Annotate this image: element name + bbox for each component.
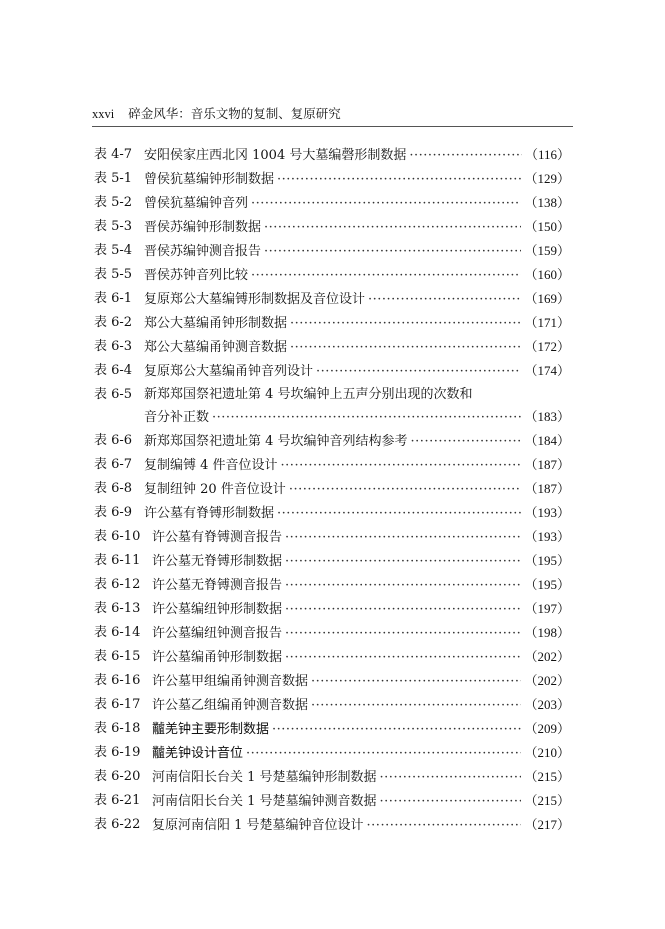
- title-line: [144, 241, 570, 262]
- dot-leader: [264, 218, 521, 238]
- table-title: 复制纽钟 20 件音位设计: [144, 482, 286, 497]
- dot-leader: [285, 624, 521, 644]
- table-title: 许公墓乙组编甬钟测音数据: [152, 698, 309, 713]
- page-reference: （150）: [524, 219, 570, 234]
- toc-entry[interactable]: [94, 385, 570, 431]
- table-title: 复原河南信阳 1 号楚墓编钟音位设计: [152, 818, 364, 833]
- toc-entry[interactable]: [94, 145, 570, 169]
- title-line: [144, 217, 570, 238]
- toc-entry[interactable]: [94, 361, 570, 385]
- toc-entry[interactable]: [94, 289, 570, 313]
- table-number: 表 6-20: [94, 769, 141, 784]
- table-number: 表 5-5: [94, 267, 133, 282]
- table-number: 表 6-21: [94, 793, 141, 808]
- table-title: 曾侯犺墓编钟音列: [144, 196, 249, 211]
- table-title: 复原郑公大墓编甬钟音列设计: [144, 364, 314, 379]
- dot-leader: [290, 314, 521, 334]
- toc-entry[interactable]: [94, 623, 570, 647]
- table-title: 河南信阳长台关 1 号楚墓编钟测音数据: [152, 794, 377, 809]
- table-list: [94, 145, 570, 839]
- table-number: 表 6-9: [94, 505, 133, 520]
- table-number: 表 5-1: [94, 171, 133, 186]
- dot-leader: [311, 696, 521, 716]
- table-number: 表 4-7: [94, 147, 133, 162]
- page-reference: （183）: [524, 409, 570, 424]
- dot-leader: [411, 432, 522, 452]
- title-line: [152, 767, 570, 788]
- dot-leader: [246, 744, 521, 764]
- table-number: 表 6-14: [94, 625, 141, 640]
- title-line: [144, 503, 570, 524]
- toc-entry[interactable]: [94, 455, 570, 479]
- page-reference: （195）: [524, 577, 570, 592]
- table-title: 𪓐羌钟设计音位: [152, 746, 244, 761]
- table-title: 许公墓甲组编甬钟测音数据: [152, 674, 309, 689]
- page-reference: （210）: [524, 745, 570, 760]
- table-number: 表 6-13: [94, 601, 141, 616]
- title-line: [144, 265, 570, 286]
- toc-entry[interactable]: [94, 743, 570, 767]
- title-line: [144, 313, 570, 334]
- toc-entry[interactable]: [94, 527, 570, 551]
- table-number: 表 6-2: [94, 315, 133, 330]
- title-line: [152, 647, 570, 668]
- table-number: 表 6-11: [94, 553, 141, 568]
- running-header: [92, 106, 573, 122]
- table-title: 许公墓无脊镈形制数据: [152, 554, 283, 569]
- title-line: [152, 527, 570, 548]
- toc-entry[interactable]: [94, 313, 570, 337]
- dot-leader: [212, 408, 521, 428]
- dot-leader: [409, 146, 522, 166]
- toc-entry[interactable]: [94, 791, 570, 815]
- dot-leader: [272, 720, 521, 740]
- dot-leader: [380, 768, 522, 788]
- table-title: 郑公大墓编甬钟形制数据: [144, 316, 288, 331]
- title-line: [152, 791, 570, 812]
- table-title: 许公墓编甬钟形制数据: [152, 650, 283, 665]
- page-reference: （169）: [524, 291, 570, 306]
- toc-entry[interactable]: [94, 599, 570, 623]
- table-number: 表 5-4: [94, 243, 133, 258]
- table-number: 表 6-12: [94, 577, 141, 592]
- header-rule: [92, 126, 573, 127]
- dot-leader: [277, 170, 521, 190]
- dot-leader: [285, 648, 521, 668]
- title-line: [152, 599, 570, 620]
- toc-entry[interactable]: [94, 265, 570, 289]
- title-line: [144, 407, 570, 428]
- page-reference: （174）: [524, 363, 570, 378]
- dot-leader: [251, 194, 521, 214]
- title-line: [152, 623, 570, 644]
- title-line: [152, 575, 570, 596]
- table-number: 表 6-7: [94, 457, 133, 472]
- page-reference: （184）: [524, 433, 570, 448]
- table-title: 许公墓编纽钟测音报告: [152, 626, 283, 641]
- page-reference: （217）: [524, 817, 570, 832]
- title-line: [152, 815, 570, 836]
- page-reference: （129）: [524, 171, 570, 186]
- dot-leader: [281, 456, 522, 476]
- toc-entry[interactable]: [94, 575, 570, 599]
- table-title: 新郑郑国祭祀遗址第 4 号坎编钟音列结构参考: [144, 434, 408, 449]
- toc-entry[interactable]: [94, 815, 570, 839]
- table-title: 安阳侯家庄西北冈 1004 号大墓编磬形制数据: [144, 148, 407, 163]
- table-title: 曾侯犺墓编钟形制数据: [144, 172, 275, 187]
- table-title: 河南信阳长台关 1 号楚墓编钟形制数据: [152, 770, 377, 785]
- toc-entry[interactable]: [94, 719, 570, 743]
- page-reference: （215）: [524, 793, 570, 808]
- page-reference: （193）: [524, 505, 570, 520]
- table-title: 晋侯苏编钟形制数据: [144, 220, 262, 235]
- page-reference: （202）: [524, 673, 570, 688]
- table-title: 晋侯苏编钟测音报告: [144, 244, 262, 259]
- toc-entry[interactable]: [94, 217, 570, 241]
- page-reference: （160）: [524, 267, 570, 282]
- page-reference: （159）: [524, 243, 570, 258]
- page-reference: （171）: [524, 315, 570, 330]
- toc-entry[interactable]: [94, 551, 570, 575]
- title-line: [144, 145, 570, 166]
- toc-entry[interactable]: [94, 671, 570, 695]
- dot-leader: [316, 362, 521, 382]
- table-number: 表 6-5: [94, 387, 133, 402]
- toc-entry[interactable]: [94, 241, 570, 265]
- table-title: 音分补正数: [144, 410, 210, 425]
- page-reference: （197）: [524, 601, 570, 616]
- page-reference: （195）: [524, 553, 570, 568]
- table-number: 表 6-4: [94, 363, 133, 378]
- table-number: 表 6-15: [94, 649, 141, 664]
- table-number: 表 6-19: [94, 745, 141, 760]
- toc-entry[interactable]: [94, 767, 570, 791]
- dot-leader: [285, 528, 521, 548]
- table-title: 许公墓有脊镈形制数据: [144, 506, 275, 521]
- title-line: [144, 361, 570, 382]
- toc-entry[interactable]: [94, 503, 570, 527]
- table-number: 表 6-1: [94, 291, 133, 306]
- toc-entry[interactable]: [94, 193, 570, 217]
- title-line: [144, 431, 570, 452]
- page-reference: （138）: [524, 195, 570, 210]
- table-title-first-line: 新郑郑国祭祀遗址第 4 号坎编钟上五声分别出现的次数和: [144, 387, 473, 402]
- page-reference: （209）: [524, 721, 570, 736]
- dot-leader: [289, 480, 522, 500]
- table-number: 表 6-10: [94, 529, 141, 544]
- table-number: 表 6-17: [94, 697, 141, 712]
- table-title: 许公墓有脊镈测音报告: [152, 530, 283, 545]
- dot-leader: [251, 266, 521, 286]
- toc-entry[interactable]: [94, 431, 570, 455]
- title-line: [152, 551, 570, 572]
- table-number: 表 5-3: [94, 219, 133, 234]
- table-title: 许公墓无脊镈测音报告: [152, 578, 283, 593]
- toc-entry[interactable]: [94, 169, 570, 193]
- table-title: 复原郑公大墓编镈形制数据及音位设计: [144, 292, 366, 307]
- dot-leader: [285, 576, 521, 596]
- table-number: 表 6-22: [94, 817, 141, 832]
- title-line: [152, 743, 570, 764]
- dot-leader: [380, 792, 522, 812]
- table-number: 表 6-3: [94, 339, 133, 354]
- table-title: 晋侯苏钟音列比较: [144, 268, 249, 283]
- dot-leader: [264, 242, 521, 262]
- dot-leader: [290, 338, 521, 358]
- toc-entry[interactable]: [94, 479, 570, 503]
- page-reference: （187）: [524, 457, 570, 472]
- page-reference: （187）: [524, 481, 570, 496]
- dot-leader: [277, 504, 521, 524]
- title-line: [144, 169, 570, 190]
- title-line: [152, 671, 570, 692]
- page-reference: （172）: [524, 339, 570, 354]
- toc-entry[interactable]: [94, 695, 570, 719]
- toc-entry[interactable]: [94, 647, 570, 671]
- table-title: 复制编镈 4 件音位设计: [144, 458, 278, 473]
- page-reference: （203）: [524, 697, 570, 712]
- page-reference: （198）: [524, 625, 570, 640]
- dot-leader: [285, 600, 521, 620]
- page-number: xxvi: [92, 107, 115, 121]
- table-number: 表 6-18: [94, 721, 141, 736]
- table-number: 表 6-6: [94, 433, 133, 448]
- book-title: 碎金风华：音乐文物的复制、复原研究: [128, 106, 341, 121]
- table-title: 许公墓编纽钟形制数据: [152, 602, 283, 617]
- page-reference: （116）: [524, 147, 570, 162]
- toc-entry[interactable]: [94, 337, 570, 361]
- title-line: [144, 479, 570, 500]
- title-line: [144, 193, 570, 214]
- page-reference: （193）: [524, 529, 570, 544]
- page-reference: （215）: [524, 769, 570, 784]
- title-line: [144, 337, 570, 358]
- dot-leader: [368, 290, 521, 310]
- table-title: 郑公大墓编甬钟测音数据: [144, 340, 288, 355]
- title-line: [152, 695, 570, 716]
- table-title: 𪓐羌钟主要形制数据: [152, 722, 270, 737]
- dot-leader: [367, 816, 522, 836]
- page-reference: （202）: [524, 649, 570, 664]
- table-number: 表 6-8: [94, 481, 133, 496]
- dot-leader: [311, 672, 521, 692]
- title-line: [152, 719, 570, 740]
- dot-leader: [285, 552, 521, 572]
- title-line: [144, 289, 570, 310]
- table-number: 表 6-16: [94, 673, 141, 688]
- title-line: [144, 455, 570, 476]
- table-number: 表 5-2: [94, 195, 133, 210]
